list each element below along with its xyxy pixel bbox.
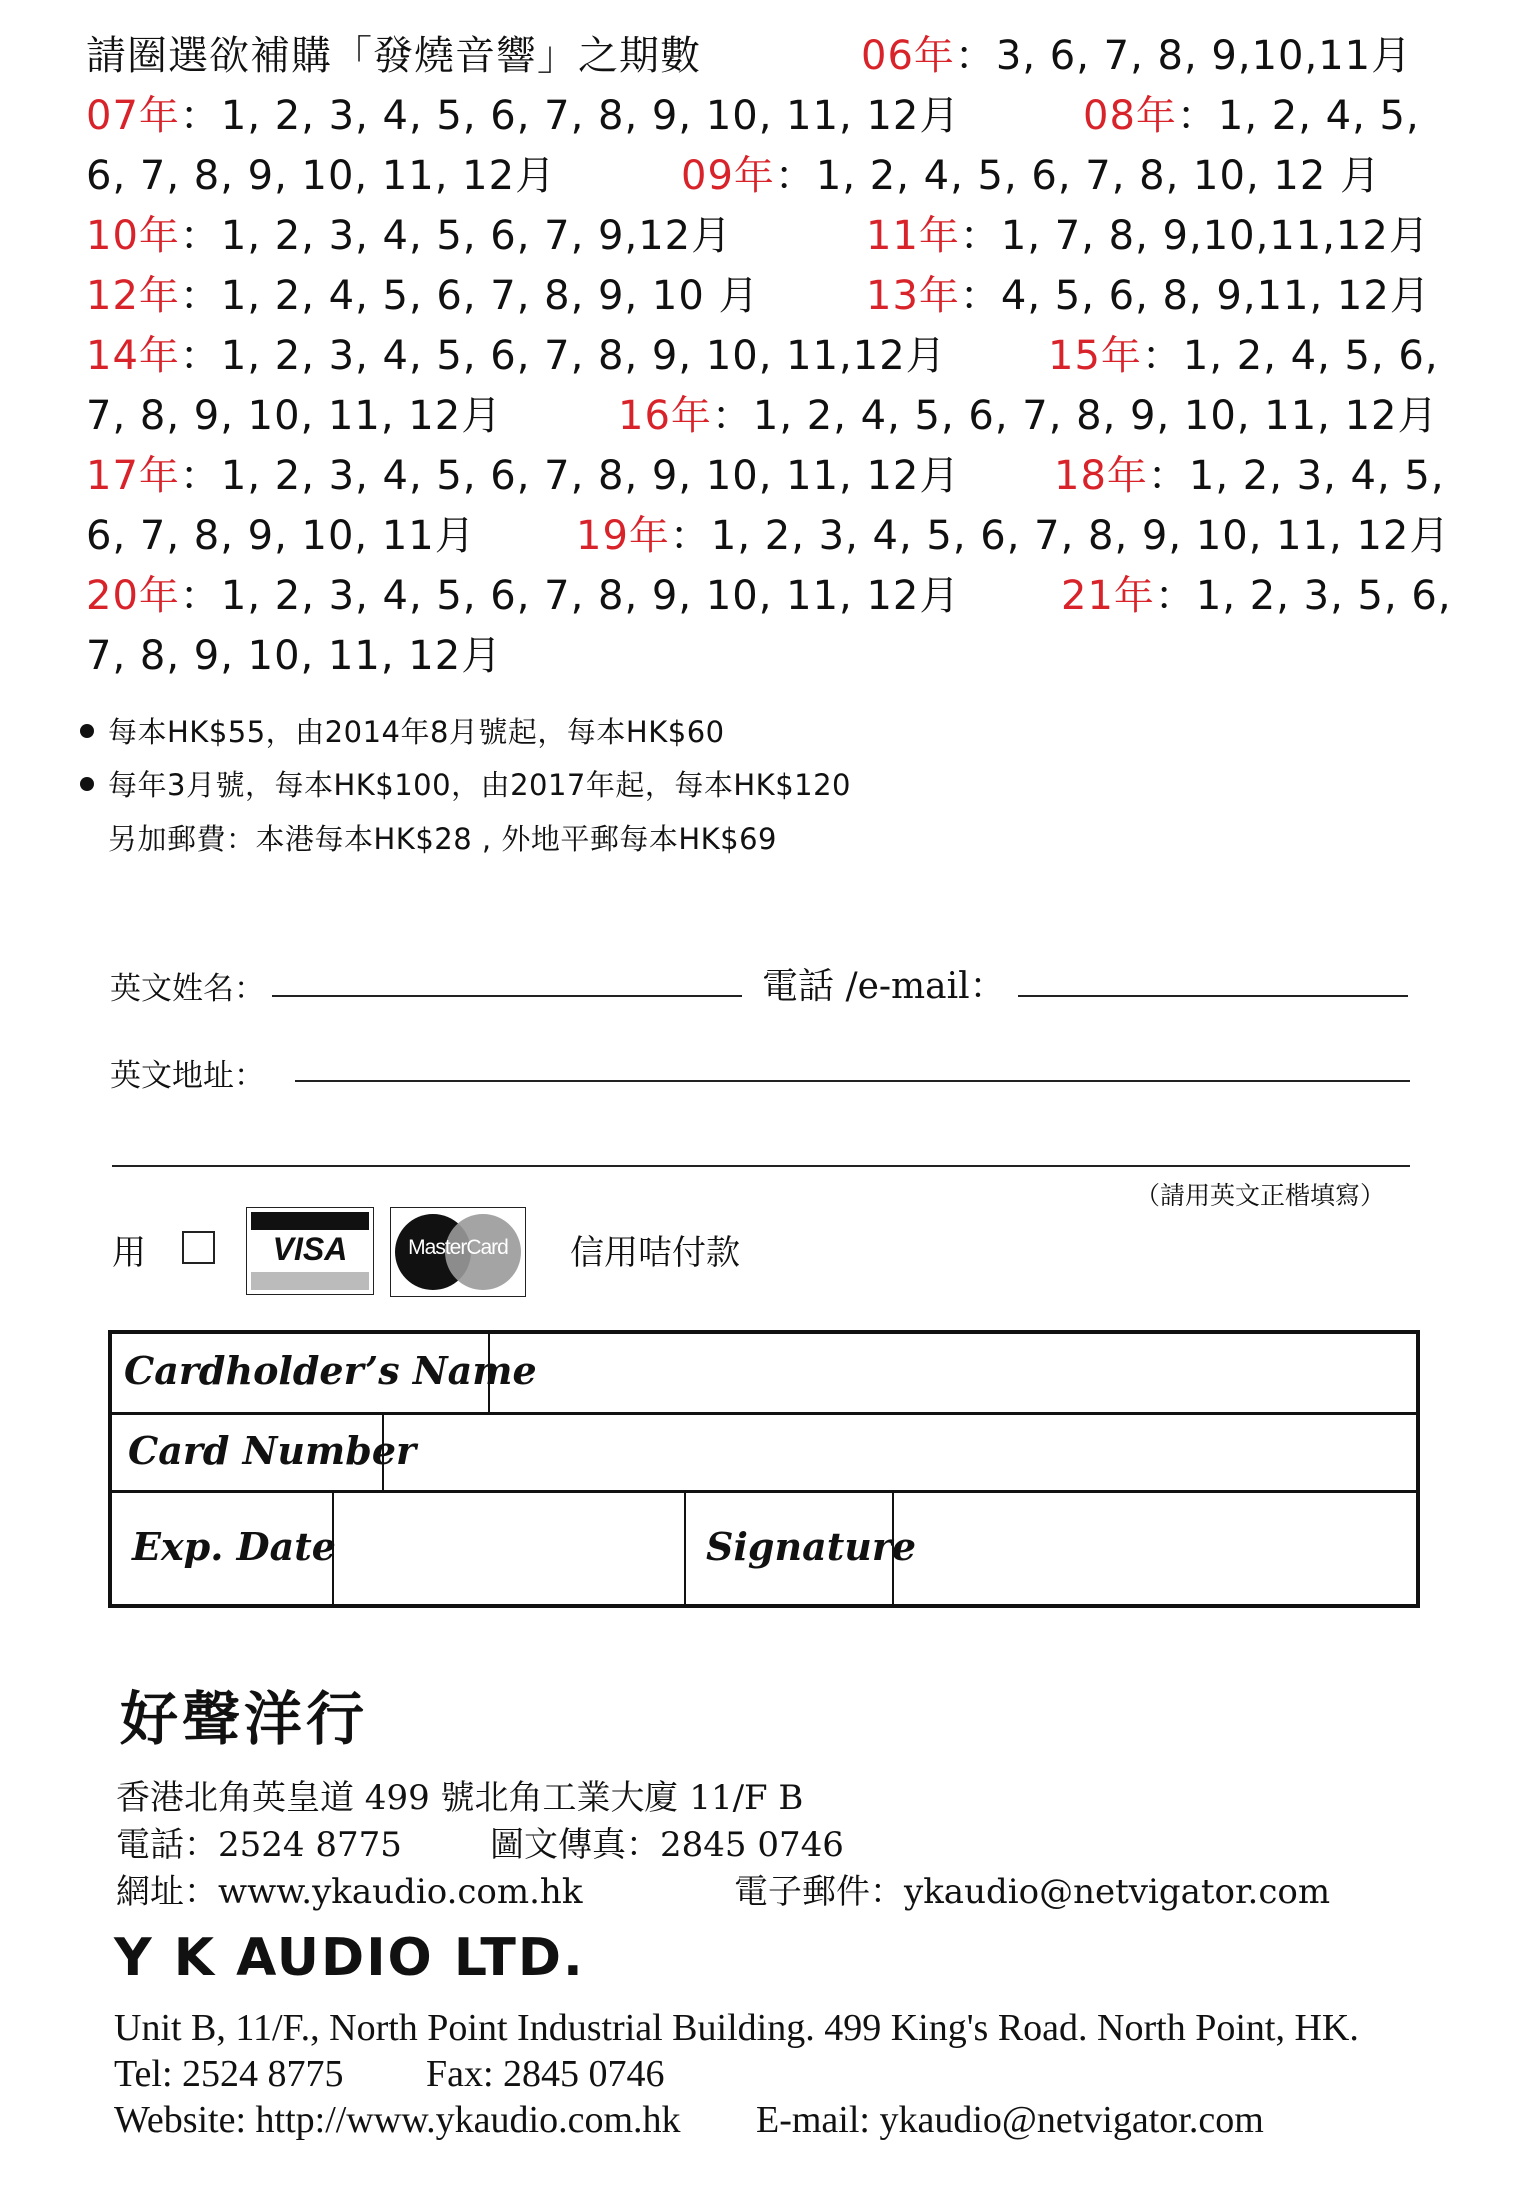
issue-year: 07年 — [86, 93, 180, 139]
issue-months: ：1, 2, 3, 4, 5, 6, 7, 9,12月 — [179, 213, 733, 259]
company-email-zh: 電子郵件：ykaudio@netvigator.com — [734, 1872, 1331, 1912]
issue-months: ：1, 2, 3, 4, 5, 6, 7, 8, 9, 10, 11,12月 — [179, 333, 947, 379]
issue-months: ：1, 2, 3, 4, 5, — [1147, 453, 1445, 499]
issues-list — [86, 26, 1486, 686]
issue-months: ：1, 2, 3, 4, 5, 6, 7, 8, 9, 10, 11, 12月 — [669, 513, 1451, 559]
signature-field[interactable] — [896, 1493, 1416, 1608]
company-address-zh: 香港北角英皇道 499 號北角工業大廈 11/F B — [116, 1778, 804, 1818]
address-field[interactable] — [295, 1080, 1410, 1082]
visa-logo: VISA — [246, 1207, 374, 1295]
english-print-note: （請用英文正楷填寫） — [1135, 1181, 1386, 1210]
issue-year: 13年 — [866, 273, 960, 319]
name-field[interactable] — [272, 995, 742, 997]
issue-months-cont: 6, 7, 8, 9, 10, 11, 12月 — [86, 153, 557, 199]
issue-months: ：1, 2, 3, 4, 5, 6, 7, 8, 9, 10, 11, 12月 — [179, 93, 961, 139]
issue-months: ：1, 2, 3, 4, 5, 6, 7, 8, 9, 10, 11, 12月 — [179, 453, 961, 499]
exp-date-label: Exp. Date — [132, 1524, 336, 1569]
issue-months: ：1, 2, 3, 5, 6, — [1154, 573, 1452, 619]
issue-year: 06年 — [861, 33, 955, 79]
bullet-icon — [80, 724, 94, 738]
card-details-table — [108, 1330, 1420, 1608]
issue-months: ：1, 2, 4, 5, — [1176, 93, 1420, 139]
issue-year: 20年 — [86, 573, 180, 619]
issue-months-cont: 7, 8, 9, 10, 11, 12月 — [86, 633, 503, 679]
company-name-en: Y K AUDIO LTD. — [114, 1928, 585, 1988]
signature-label: Signature — [706, 1524, 917, 1569]
issue-months: ：1, 2, 4, 5, 6, — [1141, 333, 1439, 379]
phone-email-label: 電話 /e-mail： — [762, 966, 1006, 1007]
issue-months: ：1, 7, 8, 9,10,11,12月 — [959, 213, 1430, 259]
issue-year: 16年 — [618, 393, 712, 439]
company-address-en: Unit B, 11/F., North Point Industrial Building. 499 King's Road. North Point, HK. — [114, 2007, 1359, 2049]
issue-months: ：1, 2, 3, 4, 5, 6, 7, 8, 9, 10, 11, 12月 — [179, 573, 961, 619]
issue-months: ：1, 2, 4, 5, 6, 7, 8, 10, 12 月 — [774, 153, 1381, 199]
address-field-line-2[interactable] — [112, 1165, 1410, 1167]
issue-months-cont: 7, 8, 9, 10, 11, 12月 — [86, 393, 503, 439]
pay-prefix: 用 — [112, 1233, 146, 1273]
bullet-icon — [80, 777, 94, 791]
name-label: 英文姓名： — [110, 971, 265, 1007]
issue-year: 15年 — [1048, 333, 1142, 379]
exp-date-field[interactable] — [336, 1493, 684, 1608]
company-fax-zh: 圖文傳真：2845 0746 — [490, 1825, 844, 1865]
company-name-zh: 好聲洋行 — [120, 1685, 369, 1753]
cardholder-name-field[interactable] — [492, 1334, 1416, 1412]
issues-heading: 請圈選欲補購「發燒音響」之期數 — [86, 33, 701, 79]
issue-year: 21年 — [1061, 573, 1155, 619]
issue-year: 10年 — [86, 213, 180, 259]
company-website-en: Website: http://www.ykaudio.com.hk — [114, 2099, 681, 2141]
card-number-label: Card Number — [128, 1428, 417, 1473]
issue-year: 08年 — [1083, 93, 1177, 139]
card-number-field[interactable] — [386, 1415, 1416, 1490]
issue-year: 12年 — [86, 273, 180, 319]
issue-year: 17年 — [86, 453, 180, 499]
company-fax-en: Fax: 2845 0746 — [426, 2053, 665, 2095]
issue-year: 18年 — [1054, 453, 1148, 499]
company-website-zh: 網址：www.ykaudio.com.hk — [116, 1872, 583, 1912]
issue-year: 19年 — [576, 513, 670, 559]
cardholder-name-label: Cardholder’s Name — [124, 1348, 537, 1393]
issue-months: ：1, 2, 4, 5, 6, 7, 8, 9, 10 月 — [179, 273, 760, 319]
price-note-2: 每年3月號，每本HK$100，由2017年起，每本HK$120 — [80, 763, 851, 804]
issue-months-cont: 6, 7, 8, 9, 10, 11月 — [86, 513, 476, 559]
phone-email-field[interactable] — [1018, 995, 1408, 997]
issue-months: ：1, 2, 4, 5, 6, 7, 8, 9, 10, 11, 12月 — [711, 393, 1439, 439]
issue-year: 09年 — [681, 153, 775, 199]
postage-note: 另加郵費：本港每本HK$28 , 外地平郵每本HK$69 — [108, 822, 778, 856]
issue-months: ：4, 5, 6, 8, 9,11, 12月 — [959, 273, 1431, 319]
issue-months: ：3, 6, 7, 8, 9,10,11月 — [954, 33, 1413, 79]
company-tel-en: Tel: 2524 8775 — [114, 2053, 344, 2095]
issue-year: 11年 — [866, 213, 960, 259]
pay-suffix: 信用咭付款 — [570, 1233, 740, 1273]
address-label: 英文地址： — [110, 1058, 265, 1094]
mastercard-logo: MasterCard — [390, 1207, 526, 1297]
company-phone-zh: 電話：2524 8775 — [116, 1825, 402, 1865]
issue-year: 14年 — [86, 333, 180, 379]
price-note-1: 每本HK$55，由2014年8月號起，每本HK$60 — [80, 710, 725, 751]
company-email-en: E-mail: ykaudio@netvigator.com — [756, 2099, 1264, 2141]
credit-card-checkbox[interactable] — [182, 1231, 215, 1264]
